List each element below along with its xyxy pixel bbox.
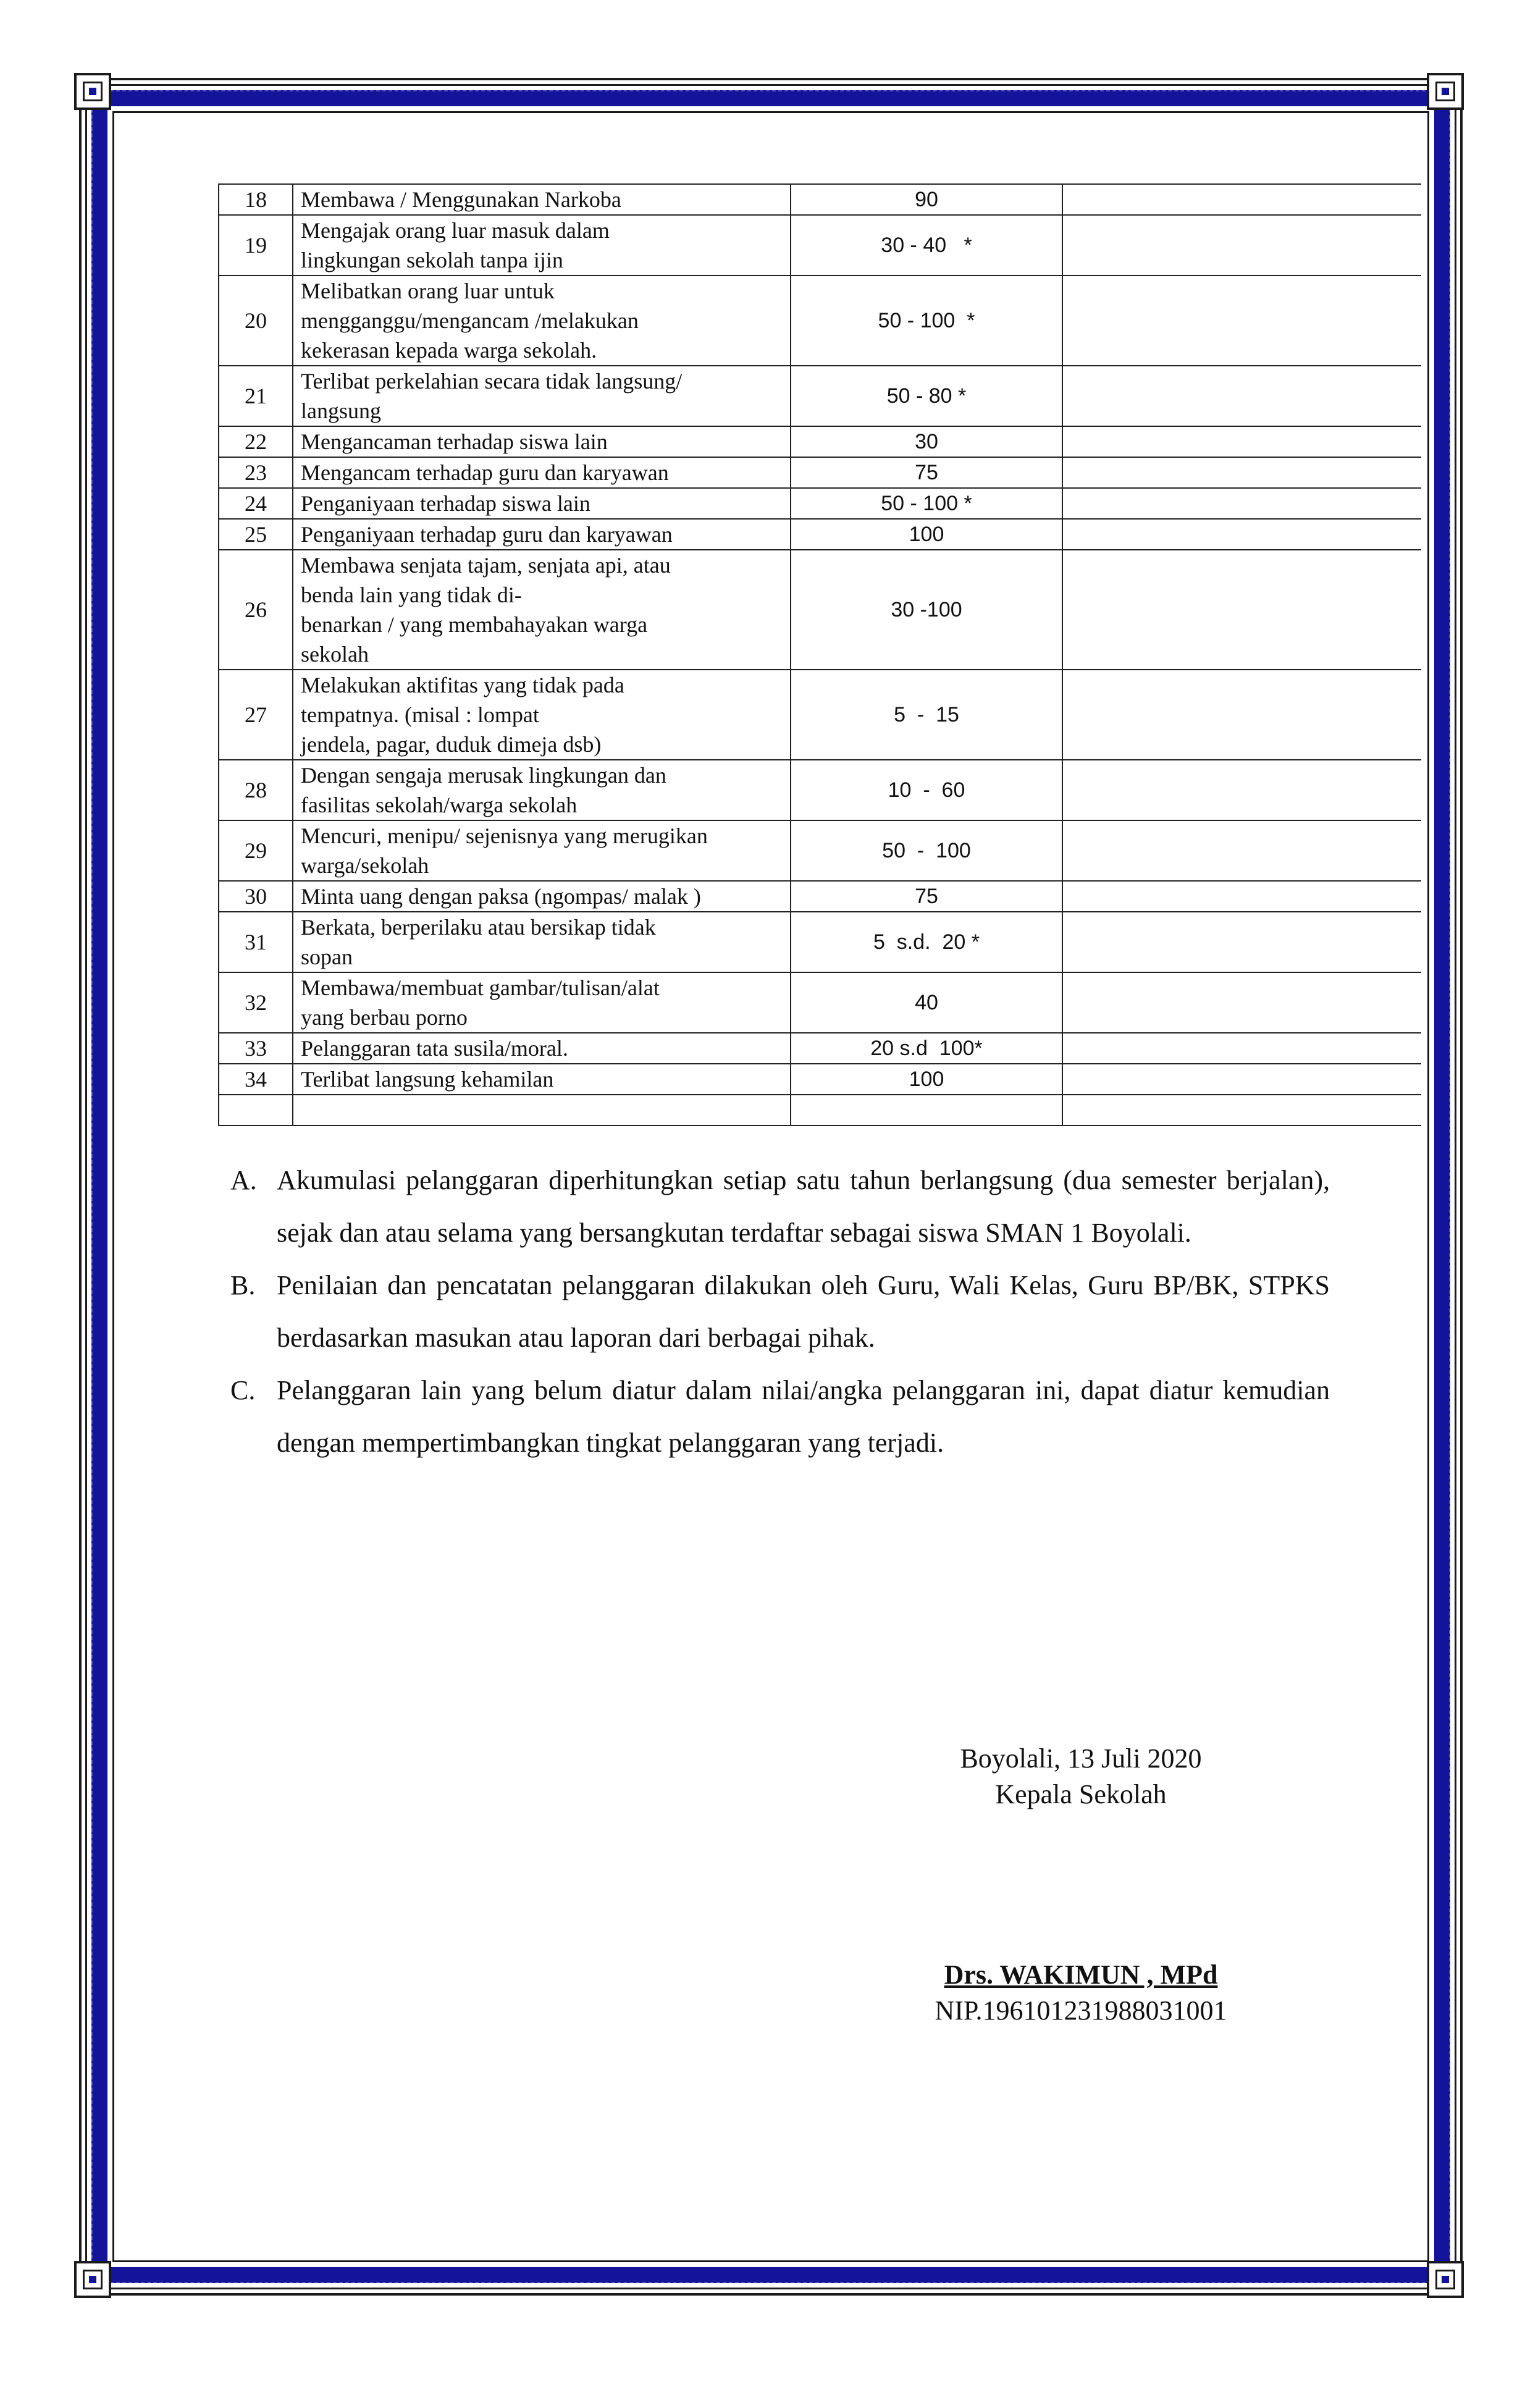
description-line: Membawa/membuat gambar/tulisan/alat bbox=[301, 975, 660, 1000]
violation-description bbox=[293, 488, 791, 519]
border-corner-ornament bbox=[74, 2261, 111, 2298]
note-item bbox=[230, 1154, 1330, 1259]
row-number: 21 bbox=[219, 366, 293, 426]
signature-position: Kepala Sekolah bbox=[995, 1779, 1167, 1809]
empty-column-cell bbox=[1062, 972, 1421, 1033]
description-line: Minta uang dengan paksa (ngompas/ malak ) bbox=[301, 884, 701, 909]
row-number: 26 bbox=[219, 550, 293, 670]
description-line: langsung bbox=[301, 398, 381, 423]
note-item bbox=[230, 1364, 1330, 1469]
description-line: lingkungan sekolah tanpa ijin bbox=[301, 248, 563, 272]
violation-table-container bbox=[218, 183, 1421, 1126]
description-line: Membawa / Menggunakan Narkoba bbox=[301, 187, 621, 212]
table-row bbox=[219, 366, 1421, 426]
description-line: mengganggu/mengancam /melakukan bbox=[301, 308, 639, 333]
violation-points: 30 - 40 * bbox=[791, 215, 1062, 276]
violation-description bbox=[293, 426, 791, 457]
note-letter: A. bbox=[230, 1165, 257, 1195]
empty-column-cell bbox=[1062, 519, 1421, 550]
empty-column-cell bbox=[1062, 457, 1421, 488]
description-line: Melakukan aktifitas yang tidak pada bbox=[301, 673, 624, 697]
violation-points: 50 - 80 * bbox=[791, 366, 1062, 426]
signature-name-block bbox=[865, 1957, 1297, 2029]
table-row bbox=[219, 972, 1421, 1033]
description-line: kekerasan kepada warga sekolah. bbox=[301, 338, 597, 363]
description-line: Mengancaman terhadap siswa lain bbox=[301, 429, 608, 454]
empty-column-cell bbox=[1062, 184, 1421, 215]
table-row bbox=[219, 881, 1421, 912]
table-row bbox=[219, 550, 1421, 670]
empty-column-cell bbox=[1062, 670, 1421, 760]
table-row bbox=[219, 820, 1421, 881]
row-number: 29 bbox=[219, 820, 293, 881]
row-number: 23 bbox=[219, 457, 293, 488]
description-line: Dengan sengaja merusak lingkungan dan bbox=[301, 763, 666, 788]
empty-column-cell bbox=[1062, 366, 1421, 426]
border-corner-ornament bbox=[1427, 2261, 1464, 2298]
row-number: 22 bbox=[219, 426, 293, 457]
row-number: 27 bbox=[219, 670, 293, 760]
row-number: 31 bbox=[219, 912, 293, 972]
description-line: Penganiyaan terhadap siswa lain bbox=[301, 491, 590, 516]
violation-description bbox=[293, 972, 791, 1033]
violation-points: 50 - 100 bbox=[791, 820, 1062, 881]
table-row bbox=[219, 426, 1421, 457]
violation-points: 90 bbox=[791, 184, 1062, 215]
violation-description bbox=[293, 881, 791, 912]
empty-column-cell bbox=[1062, 1033, 1421, 1064]
description-line: yang berbau porno bbox=[301, 1005, 468, 1030]
violation-description bbox=[293, 912, 791, 972]
table-row bbox=[219, 760, 1421, 820]
table-row bbox=[219, 1095, 1421, 1126]
description-line bbox=[301, 1095, 783, 1125]
description-line: Pelanggaran tata susila/moral. bbox=[301, 1036, 568, 1061]
violation-points-table bbox=[218, 183, 1421, 1126]
note-text: Pelanggaran lain yang belum diatur dalam nilai/angka pelanggaran ini, dapat diatur kemudian dengan mempertimbangkan tingkat pelanggaran yang terjadi. bbox=[277, 1375, 1330, 1458]
violation-description bbox=[293, 1064, 791, 1095]
row-number: 24 bbox=[219, 488, 293, 519]
description-line: jendela, pagar, duduk dimeja dsb) bbox=[301, 732, 602, 757]
description-line: tempatnya. (misal : lompat bbox=[301, 702, 539, 727]
description-line: benarkan / yang membahayakan warga bbox=[301, 612, 648, 637]
violation-description bbox=[293, 366, 791, 426]
violation-description bbox=[293, 519, 791, 550]
empty-column-cell bbox=[1062, 550, 1421, 670]
description-line: Terlibat perkelahian secara tidak langsung/ bbox=[301, 369, 683, 394]
violation-description bbox=[293, 457, 791, 488]
violation-description bbox=[293, 276, 791, 366]
table-row bbox=[219, 488, 1421, 519]
violation-points: 100 bbox=[791, 519, 1062, 550]
row-number: 34 bbox=[219, 1064, 293, 1095]
violation-points: 75 bbox=[791, 881, 1062, 912]
description-line: warga/sekolah bbox=[301, 853, 429, 878]
note-letter: B. bbox=[230, 1270, 256, 1300]
note-letter: C. bbox=[230, 1375, 256, 1405]
table-row bbox=[219, 184, 1421, 215]
description-line: benda lain yang tidak di- bbox=[301, 583, 522, 607]
signature-place-date: Boyolali, 13 Juli 2020 bbox=[960, 1743, 1202, 1774]
description-line: sekolah bbox=[301, 642, 369, 667]
row-number bbox=[219, 1095, 293, 1126]
description-line: Berkata, berperilaku atau bersikap tidak bbox=[301, 915, 656, 940]
border-corner-ornament bbox=[74, 73, 111, 110]
border-corner-ornament bbox=[1427, 73, 1464, 110]
note-text: Akumulasi pelanggaran diperhitungkan setiap satu tahun berlangsung (dua semester berjalan), sejak dan atau selama yang bersangkutan terdaftar sebagai siswa SMAN 1 Boyolali. bbox=[277, 1165, 1330, 1248]
table-row bbox=[219, 670, 1421, 760]
violation-description bbox=[293, 1033, 791, 1064]
row-number: 20 bbox=[219, 276, 293, 366]
description-line: Mencuri, menipu/ sejenisnya yang merugikan bbox=[301, 823, 708, 848]
table-row bbox=[219, 215, 1421, 276]
violation-description bbox=[293, 820, 791, 881]
violation-points: 75 bbox=[791, 457, 1062, 488]
empty-column-cell bbox=[1062, 1064, 1421, 1095]
description-line: Mengajak orang luar masuk dalam bbox=[301, 218, 610, 243]
table-row bbox=[219, 457, 1421, 488]
violation-points bbox=[791, 1095, 1062, 1126]
signature-place-block bbox=[865, 1741, 1297, 1812]
violation-points: 50 - 100 * bbox=[791, 276, 1062, 366]
violation-points: 50 - 100 * bbox=[791, 488, 1062, 519]
empty-column-cell bbox=[1062, 881, 1421, 912]
table-row bbox=[219, 1064, 1421, 1095]
row-number: 18 bbox=[219, 184, 293, 215]
row-number: 19 bbox=[219, 215, 293, 276]
violation-points: 100 bbox=[791, 1064, 1062, 1095]
empty-column-cell bbox=[1062, 912, 1421, 972]
row-number: 28 bbox=[219, 760, 293, 820]
description-line: Mengancam terhadap guru dan karyawan bbox=[301, 460, 669, 485]
violation-description bbox=[293, 184, 791, 215]
signatory-nip: NIP.196101231988031001 bbox=[935, 1995, 1227, 2026]
violation-points: 20 s.d 100* bbox=[791, 1033, 1062, 1064]
empty-column-cell bbox=[1062, 276, 1421, 366]
note-item bbox=[230, 1259, 1330, 1364]
violation-points: 5 - 15 bbox=[791, 670, 1062, 760]
description-line: sopan bbox=[301, 945, 353, 969]
notes-list bbox=[230, 1154, 1330, 1469]
empty-column-cell bbox=[1062, 488, 1421, 519]
violation-description bbox=[293, 550, 791, 670]
description-line: Terlibat langsung kehamilan bbox=[301, 1067, 554, 1092]
empty-column-cell bbox=[1062, 215, 1421, 276]
description-line: Membawa senjata tajam, senjata api, atau bbox=[301, 553, 671, 578]
description-line: Melibatkan orang luar untuk bbox=[301, 279, 555, 303]
empty-column-cell bbox=[1062, 1095, 1421, 1126]
row-number: 30 bbox=[219, 881, 293, 912]
row-number: 32 bbox=[219, 972, 293, 1033]
violation-points: 30 -100 bbox=[791, 550, 1062, 670]
table-row bbox=[219, 1033, 1421, 1064]
description-line: Penganiyaan terhadap guru dan karyawan bbox=[301, 522, 673, 547]
violation-description bbox=[293, 1095, 791, 1126]
description-line: fasilitas sekolah/warga sekolah bbox=[301, 793, 578, 817]
row-number: 25 bbox=[219, 519, 293, 550]
signatory-name: Drs. WAKIMUN , MPd bbox=[944, 1960, 1218, 1990]
row-number: 33 bbox=[219, 1033, 293, 1064]
violation-points: 30 bbox=[791, 426, 1062, 457]
violation-description bbox=[293, 760, 791, 820]
table-row bbox=[219, 519, 1421, 550]
violation-points: 10 - 60 bbox=[791, 760, 1062, 820]
empty-column-cell bbox=[1062, 760, 1421, 820]
table-row bbox=[219, 276, 1421, 366]
violation-points: 5 s.d. 20 * bbox=[791, 912, 1062, 972]
violation-description bbox=[293, 670, 791, 760]
violation-points: 40 bbox=[791, 972, 1062, 1033]
note-text: Penilaian dan pencatatan pelanggaran dilakukan oleh Guru, Wali Kelas, Guru BP/BK, STPKS berdasarkan masukan atau laporan dari berbagai pihak. bbox=[277, 1270, 1330, 1353]
empty-column-cell bbox=[1062, 426, 1421, 457]
table-row bbox=[219, 912, 1421, 972]
violation-table-body bbox=[219, 184, 1421, 1126]
empty-column-cell bbox=[1062, 820, 1421, 881]
violation-description bbox=[293, 215, 791, 276]
